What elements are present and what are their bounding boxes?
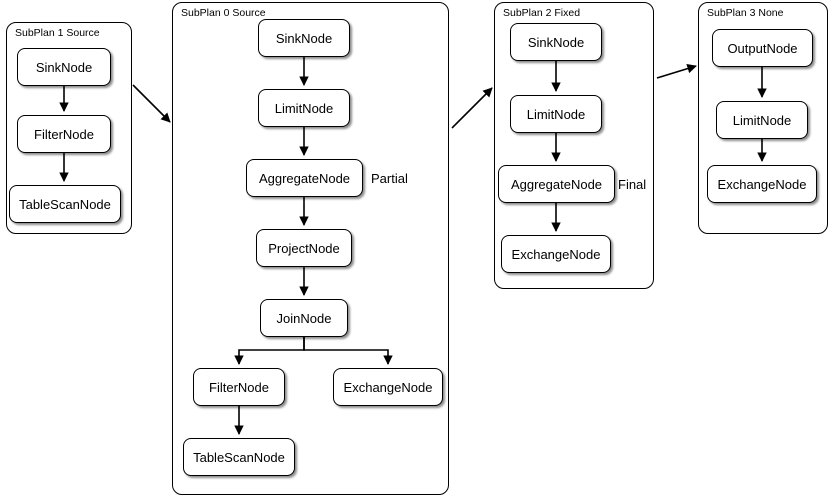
node-filternode-subplan1[interactable]: FilterNode <box>17 115 111 153</box>
subplan-label-0: SubPlan 0 Source <box>181 7 266 19</box>
node-exchangenode-subplan2[interactable]: ExchangeNode <box>501 235 611 273</box>
node-exchangenode-subplan3[interactable]: ExchangeNode <box>707 165 817 203</box>
subplan-label-3: SubPlan 3 None <box>707 7 784 19</box>
node-sinknode-subplan1[interactable]: SinkNode <box>17 48 111 86</box>
node-aggregatenode-subplan2[interactable]: AggregateNode <box>498 165 615 203</box>
node-exchangenode-subplan0[interactable]: ExchangeNode <box>333 368 443 406</box>
node-tablescannode-subplan0[interactable]: TableScanNode <box>183 438 295 476</box>
node-joinnode-subplan0[interactable]: JoinNode <box>260 299 348 337</box>
node-outputnode-subplan3[interactable]: OutputNode <box>712 29 813 67</box>
edge-subplan2-to-subplan3 <box>657 66 696 78</box>
annotation-partial: Partial <box>371 171 408 186</box>
node-filternode-subplan0[interactable]: FilterNode <box>193 368 285 406</box>
node-limitnode-subplan3[interactable]: LimitNode <box>716 101 808 139</box>
node-limitnode-subplan0[interactable]: LimitNode <box>258 89 350 127</box>
edge-subplan0-to-subplan2 <box>452 88 492 128</box>
annotation-final: Final <box>618 177 647 192</box>
node-sinknode-subplan2[interactable]: SinkNode <box>510 23 602 61</box>
subplan-label-2: SubPlan 2 Fixed <box>503 7 581 19</box>
node-tablescannode-subplan1[interactable]: TableScanNode <box>9 185 121 223</box>
node-sinknode-subplan0[interactable]: SinkNode <box>258 19 350 57</box>
node-limitnode-subplan2[interactable]: LimitNode <box>510 95 602 133</box>
node-projectnode-subplan0[interactable]: ProjectNode <box>256 229 352 267</box>
node-aggregatenode-subplan0[interactable]: AggregateNode <box>246 159 363 197</box>
subplan-label-1: SubPlan 1 Source <box>15 27 100 39</box>
edge-subplan1-to-subplan0 <box>133 85 170 122</box>
